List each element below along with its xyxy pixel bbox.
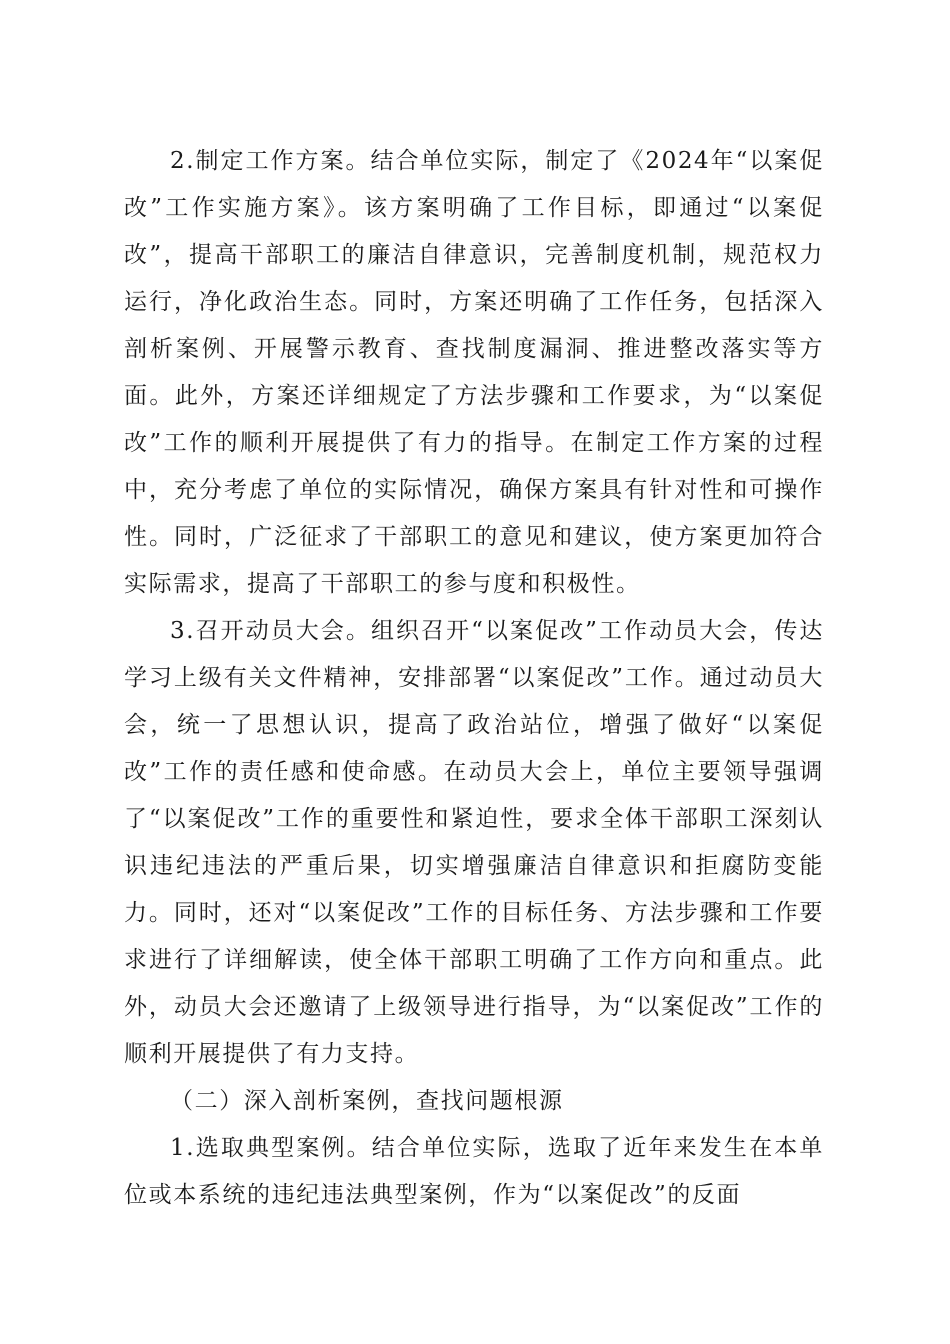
paragraph-mobilization-meeting: 3.召开动员大会。组织召开“以案促改”工作动员大会，传达学习上级有关文件精神，安排部署“以案促改”工作。通过动员大会，统一了思想认识，提高了政治站位，增强了做好“以案促改”工作的责任感和使命感。在动员大会上，单位主要领导强调了“以案促改”工作的重要性和紧迫性，要求全体干部职工深刻认识违纪违法的严重后果，切实增强廉洁自律意识和拒腐防变能力。同时，还对“以案促改”工作的目标任务、方法步骤和工作要求进行了详细解读，使全体干部职工明确了工作方向和重点。此外，动员大会还邀请了上级领导进行指导，为“以案促改”工作的顺利开展提供了有力支持。 <box>124 618 824 1067</box>
document-body <box>124 138 824 1219</box>
section-heading-analyze-cases: （二）深入剖析案例，查找问题根源 <box>170 1088 564 1114</box>
paragraph-make-work-plan: 2.制定工作方案。结合单位实际，制定了《2024年“以案促改”工作实施方案》。该方案明确了工作目标，即通过“以案促改”，提高干部职工的廉洁自律意识，完善制度机制，规范权力运行，净化政治生态。同时，方案还明确了工作任务，包括深入剖析案例、开展警示教育、查找制度漏洞、推进整改落实等方面。此外，方案还详细规定了方法步骤和工作要求，为“以案促改”工作的顺利开展提供了有力的指导。在制定工作方案的过程中，充分考虑了单位的实际情况，确保方案具有针对性和可操作性。同时，广泛征求了干部职工的意见和建议，使方案更加符合实际需求，提高了干部职工的参与度和积极性。 <box>124 148 824 597</box>
paragraph-select-typical-cases: 1.选取典型案例。结合单位实际，选取了近年来发生在本单位或本系统的违纪违法典型案例，作为“以案促改”的反面 <box>124 1135 824 1208</box>
